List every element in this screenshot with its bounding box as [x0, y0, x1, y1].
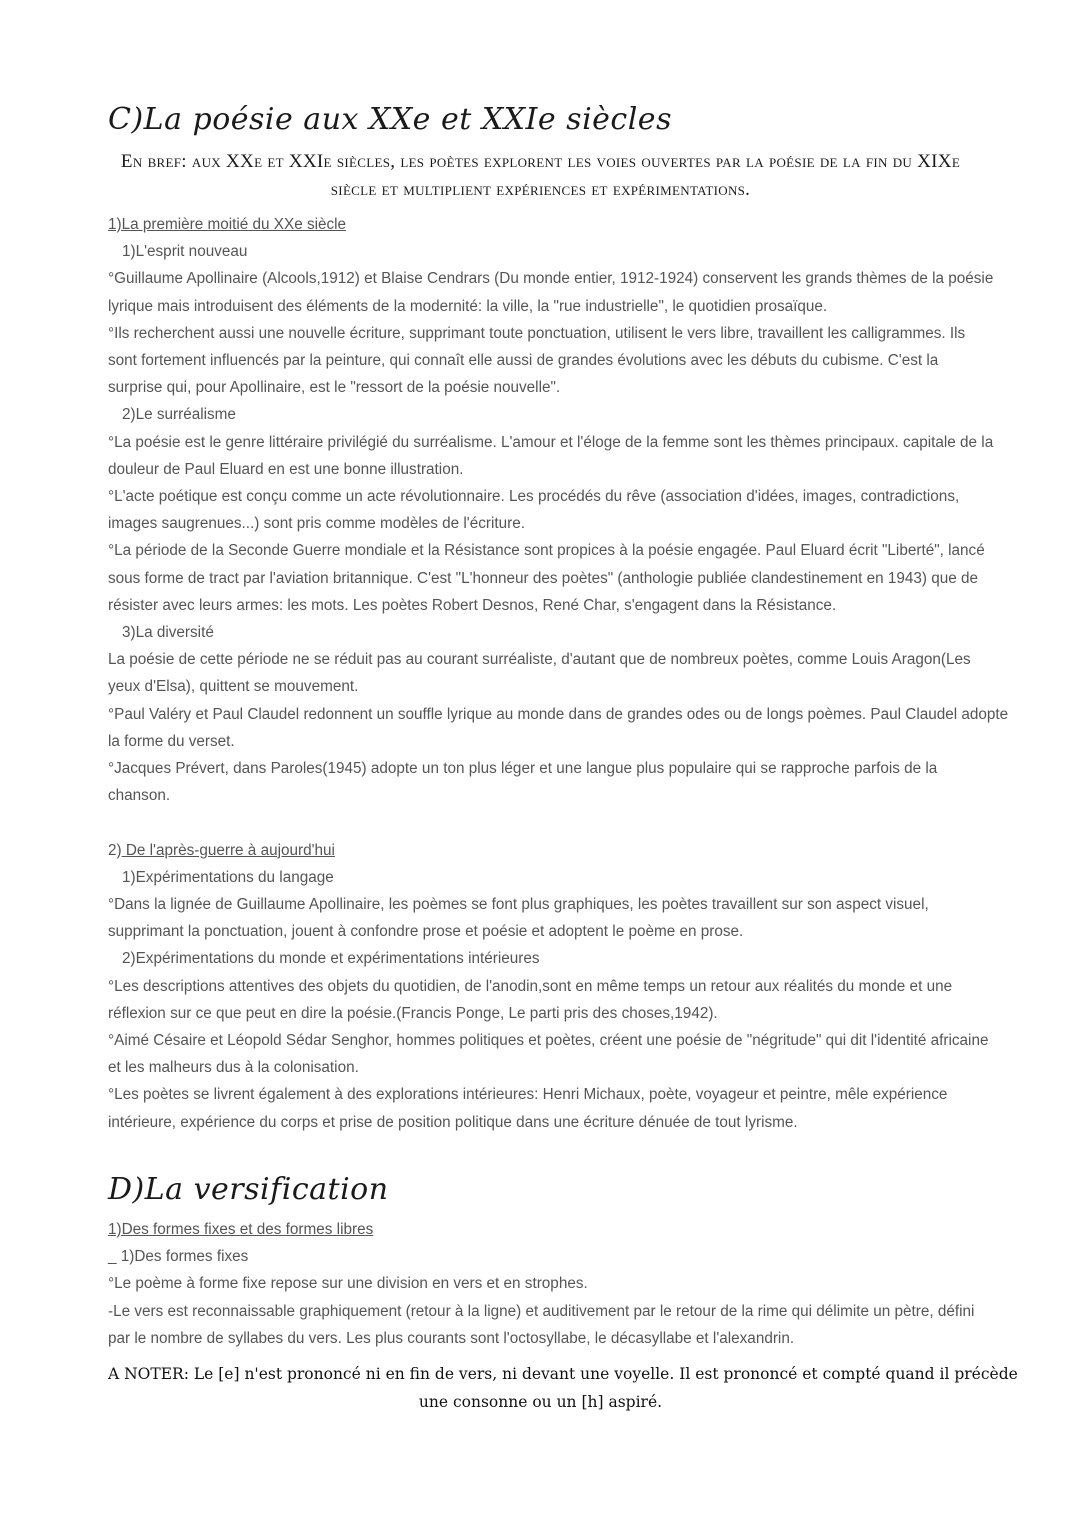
paragraph-line: yeux d'Elsa), quittent se mouvement. [108, 678, 359, 696]
section-d-sub1-line [108, 1243, 978, 1270]
part1-sub3: 3)La diversité [122, 624, 214, 642]
part1-block [108, 211, 1009, 1136]
part2-heading-text: De l'après-guerre à aujourd'hui [121, 841, 335, 859]
paragraph-line: réflexion sur ce que peut en dire la poésie.(Francis Ponge, Le parti pris des choses,1942). [108, 1004, 718, 1022]
paragraph-line: chanson. [108, 787, 171, 805]
section-d-title: D)La versification [108, 1172, 389, 1207]
section-d-block [108, 1216, 978, 1352]
paragraph-line: °Le poème à forme fixe repose sur une division en vers et en strophes. [108, 1275, 588, 1293]
part2-sub2: 2)Expérimentations du monde et expérimentations intérieures [122, 950, 540, 968]
paragraph-line: sous forme de tract par l'aviation britannique. C'est "L'honneur des poètes" (anthologie publiée clandestinement en 1943) que de [108, 569, 979, 587]
part1-sub2: 2)Le surréalisme [122, 406, 236, 424]
paragraph-line: °Jacques Prévert, dans Paroles(1945) adopte un ton plus léger et une langue plus populaire qui se rapproche parfois de la [108, 760, 938, 778]
paragraph-line: la forme du verset. [108, 732, 235, 750]
paragraph-line: et les malheurs dus à la colonisation. [108, 1059, 359, 1077]
paragraph-line: °Dans la lignée de Guillaume Apollinaire, les poèmes se font plus graphiques, les poètes travaillent sur son aspect visuel, [108, 896, 929, 914]
paragraph-line: lyrique mais introduisent des éléments de la modernité: la ville, la "rue industrielle", le quotidien prosaïque. [108, 297, 828, 315]
paragraph-line: °Guillaume Apollinaire (Alcools,1912) et Blaise Cendrars (Du monde entier, 1912-1924) conservent les grands thèmes de la poésie [108, 270, 994, 288]
paragraph-line: sont fortement influencés par la peinture, qui connaît elle aussi de grandes évolutions avec les débuts du cubisme. C'est la [108, 352, 939, 370]
note-line: une consonne ou un [h] aspiré. [418, 1393, 663, 1411]
spacer [108, 809, 978, 836]
paragraph-line: °La période de la Seconde Guerre mondiale et la Résistance sont propices à la poésie engagée. Paul Eluard écrit "Liberté", lancé [108, 542, 985, 560]
paragraph-line: °L'acte poétique est conçu comme un acte révolutionnaire. Les procédés du rêve (association d'idées, images, contradictions, [108, 488, 960, 506]
paragraph-line: -Le vers est reconnaissable graphiquement (retour à la ligne) et auditivement par le retour de la rime qui délimite un pètre, défini [108, 1302, 975, 1320]
part1-sub1: 1)L'esprit nouveau [122, 243, 248, 261]
paragraph-line: intérieure, expérience du corps et prise de position politique dans une écriture dénuée de tout lyrisme. [108, 1113, 798, 1131]
section-d-heading: 1)Des formes fixes et des formes libres [108, 1221, 374, 1238]
section-c-summary: En bref: aux XXe et XXIe siècles, les poètes explorent les voies ouvertes par la poésie de la fin du XIXe siècle et multiplient expériences et expérimentations. [120, 151, 961, 200]
paragraph-line: °Paul Valéry et Paul Claudel redonnent un souffle lyrique au monde dans de grandes odes ou de longs poèmes. Paul Claudel adopte [108, 705, 1009, 723]
dash-marker: _ [108, 1248, 117, 1266]
paragraph-line: résister avec leurs armes: les mots. Les poètes Robert Desnos, René Char, s'engagent dans la Résistance. [108, 596, 837, 614]
paragraph-line: La poésie de cette période ne se réduit pas au courant surréaliste, d'autant que de nombreux poètes, comme Louis Aragon(Les [108, 651, 971, 669]
paragraph-line: par le nombre de syllabes du vers. Les plus courants sont l'octosyllabe, le décasyllabe et l'alexandrin. [108, 1329, 795, 1347]
paragraph-line: supprimant la ponctuation, jouent à confondre prose et poésie et adoptent le poème en prose. [108, 923, 744, 941]
paragraph-line: douleur de Paul Eluard en est une bonne illustration. [108, 460, 464, 478]
paragraph-line: °Aimé Césaire et Léopold Sédar Senghor, hommes politiques et poètes, créent une poésie de "négritude" qui dit l'identité africaine [108, 1032, 989, 1050]
paragraph-line: images saugrenues...) sont pris comme modèles de l'écriture. [108, 515, 525, 533]
paragraph-line: °Ils recherchent aussi une nouvelle écriture, supprimant toute ponctuation, utilisent le vers libre, travaillent les calligrammes. Ils [108, 324, 966, 342]
part1-heading: 1)La première moitié du XXe siècle [108, 216, 347, 233]
paragraph-line: surprise qui, pour Apollinaire, est le "ressort de la poésie nouvelle". [108, 379, 561, 397]
paragraph-line: °Les poètes se livrent également à des explorations intérieures: Henri Michaux, poète, voyageur et peintre, mêle expérience [108, 1086, 948, 1104]
note-line: A NOTER: Le [e] n'est prononcé ni en fin de vers, ni devant une voyelle. Il est prononcé et compté quand il précède [108, 1365, 1018, 1383]
section-c-title: C)La poésie aux XXe et XXIe siècles [108, 102, 672, 137]
part2-heading [108, 837, 978, 864]
section-d-sub1: 1)Des formes fixes [120, 1248, 249, 1266]
paragraph-line: °Les descriptions attentives des objets du quotidien, de l'anodin,sont en même temps un retour aux réalités du monde et une [108, 977, 953, 995]
note-block [108, 1360, 1018, 1416]
part2-heading-prefix: 2) [108, 841, 122, 859]
part2-sub1: 1)Expérimentations du langage [122, 868, 334, 886]
paragraph-line: °La poésie est le genre littéraire privilégié du surréalisme. L'amour et l'éloge de la femme sont les thèmes principaux. capitale de la [108, 433, 994, 451]
